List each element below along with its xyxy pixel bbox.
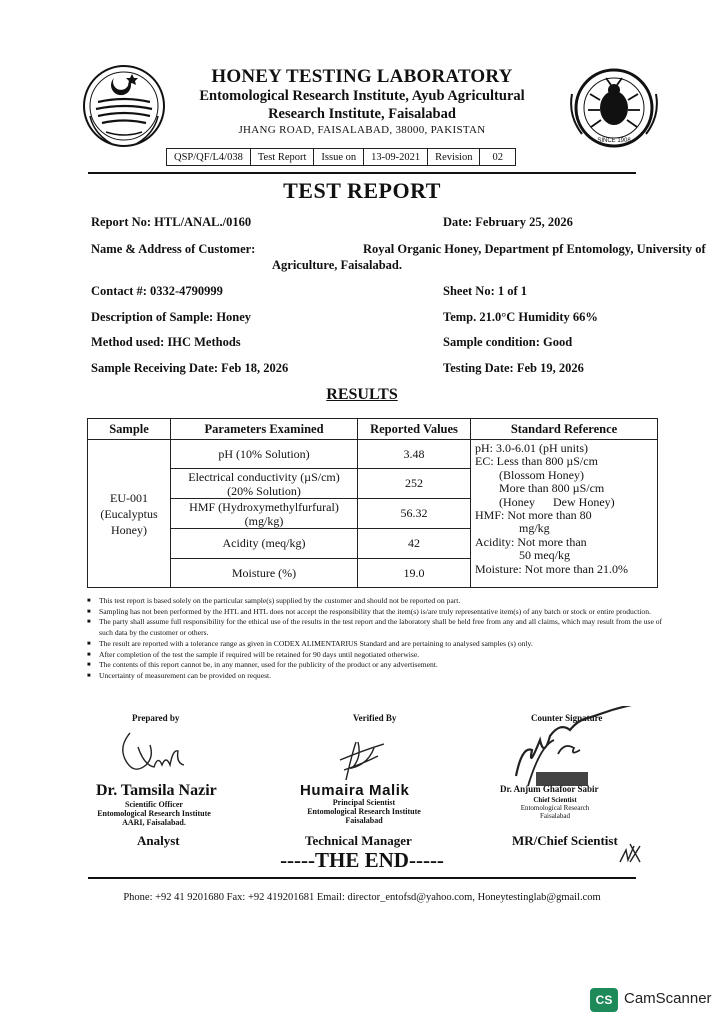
std-line: Acidity: Not more than (475, 534, 587, 549)
testing-date: Testing Date: Feb 19, 2026 (443, 361, 584, 375)
value-cell: 3.48 (358, 440, 471, 469)
param-name: Acidity (meq/kg) (222, 536, 306, 550)
col-values: Reported Values (358, 419, 471, 440)
doc-type: Test Report (250, 149, 314, 166)
customer-line2: Agriculture, Faisalabad. (272, 258, 402, 272)
analyst-role: Analyst (137, 833, 180, 848)
analyst-location: AARI, Faisalabad. (122, 818, 186, 827)
param-name: Moisture (%) (231, 565, 297, 580)
analyst-title: Scientific Officer (125, 800, 183, 809)
counter-signature-label: Counter Signature (531, 713, 603, 723)
col-standard: Standard Reference (471, 419, 658, 440)
note-item: ■ The result are reported with a tolerance range as given in CODEX ALIMENTARIUS Standard and are pertaining to analysed samples (s) only. (87, 639, 667, 650)
chief-location: Faisalabad (540, 812, 570, 820)
issue-label: Issue on (314, 149, 364, 166)
param-cell (171, 559, 358, 588)
camscanner-label: CamScanner (624, 990, 712, 1007)
doc-control-table (166, 148, 516, 166)
note-item: ■ The party shall assume full responsibility for the ethical use of the results in the test report and the laboratory shall be held free from any and all claims, which may result from the use of such data by the customer or others. (87, 617, 667, 638)
notes-list (87, 596, 667, 682)
header-rule (88, 172, 636, 174)
revision-value: 02 (480, 149, 516, 166)
institute-line2: Research Institute, Faisalabad (268, 106, 456, 122)
footer-contact: Phone: +92 41 9201680 Fax: +92 419201681 Email: director_entofsd@yahoo.com, Honeytestinglab@gmail.com (123, 892, 601, 903)
doc-code: QSP/QF/L4/038 (167, 149, 251, 166)
temp-humidity: Temp. 21.0°C Humidity 66% (443, 310, 598, 324)
value-cell: 42 (358, 529, 471, 559)
std-line: HMF: Not more than 80 (475, 508, 592, 523)
value-cell: 19.0 (358, 559, 471, 588)
std-line: 50 meq/kg (519, 548, 570, 563)
camscanner-logo-icon: CS (590, 988, 618, 1012)
manager-name: Humaira Malik (300, 782, 410, 799)
note-item: ■ Sampling has not been performed by the HTL and HTL does not accept the responsibility that the item(s) is/are truly representative item(s) of any batch or stock or entire production. (87, 607, 667, 618)
chief-role: MR/Chief Scientist (512, 833, 618, 848)
param-name: HMF (Hydroxymethylfurfural) (189, 499, 339, 514)
report-date: Date: February 25, 2026 (443, 215, 573, 229)
manager-location: Faisalabad (345, 816, 383, 825)
revision-label: Revision (428, 149, 480, 166)
manager-institute: Entomological Research Institute (307, 807, 421, 816)
method-used: Method used: IHC Methods (91, 335, 241, 349)
param-qualifier: (20% Solution) (227, 483, 301, 498)
param-cell (171, 529, 358, 559)
std-line: EC: Less than 800 µS/cm (475, 454, 598, 469)
customer-line1: Royal Organic Honey, Department pf Entomology, University of (363, 242, 706, 256)
note-item: ■ After completion of the test the sample if required will be retained for 90 days until negotiated otherwise. (87, 650, 667, 661)
manager-title: Principal Scientist (332, 798, 396, 807)
param-name: pH (10% Solution) (218, 446, 310, 461)
analyst-stamp (94, 800, 214, 827)
verified-by-label: Verified By (353, 713, 397, 723)
param-qualifier: (mg/kg) (244, 513, 284, 528)
chief-stamp (500, 796, 610, 820)
note-item: ■ Uncertainty of measurement can be provided on request. (87, 671, 667, 682)
sample-cell (88, 440, 171, 588)
institute-line1: Entomological Research Institute, Ayub Agricultural (199, 88, 525, 104)
param-cell (171, 440, 358, 469)
analyst-signature-icon (108, 725, 208, 785)
issue-date: 13-09-2021 (364, 149, 428, 166)
std-line: pH: 3.0-6.01 (pH units) (475, 441, 588, 455)
prepared-by-label: Prepared by (132, 713, 180, 723)
table-row (88, 440, 658, 469)
sample-type-line1: (Eucalyptus (100, 506, 158, 521)
report-number: Report No: HTL/ANAL./0160 (91, 215, 252, 229)
param-name: Electrical conductivity (µS/cm) (188, 469, 340, 484)
manager-role: Technical Manager (305, 833, 412, 848)
manager-stamp (296, 798, 432, 825)
std-line: More than 800 µS/cm (499, 481, 605, 496)
col-parameters: Parameters Examined (171, 419, 358, 440)
col-sample: Sample (88, 419, 171, 440)
customer-label: Name & Address of Customer: (91, 242, 256, 256)
std-line: Moisture: Not more than 21.0% (475, 561, 628, 576)
value-cell: 252 (358, 469, 471, 499)
sample-id: EU-001 (110, 490, 148, 505)
contact-number: Contact #: 0332-4790999 (91, 284, 223, 298)
lab-title: HONEY TESTING LABORATORY (211, 66, 513, 87)
note-item: ■ The contents of this report cannot be, in any manner, used for the publicity of the product or any advertisement. (87, 660, 667, 671)
chief-institute: Entomological Research (520, 804, 590, 812)
results-heading: RESULTS (326, 386, 398, 403)
report-title: TEST REPORT (283, 178, 441, 203)
param-cell (171, 469, 358, 499)
sample-description: Description of Sample: Honey (91, 310, 252, 324)
param-cell (171, 499, 358, 529)
note-item: ■ This test report is based solely on the particular sample(s) supplied by the customer and should not be reported on part. (87, 596, 667, 607)
chief-name: Dr. Anjum Ghafoor Sabir (500, 784, 599, 794)
value-cell: 56.32 (358, 499, 471, 529)
sheet-number: Sheet No: 1 of 1 (443, 284, 528, 298)
standard-reference-cell (471, 440, 658, 588)
std-line: (Blossom Honey) (499, 467, 584, 482)
results-table (87, 418, 658, 588)
std-line: (Honey Dew Honey) (499, 494, 615, 509)
chief-signature-icon (498, 706, 648, 792)
analyst-name: Dr. Tamsila Nazir (96, 782, 217, 799)
sample-condition: Sample condition: Good (443, 335, 573, 349)
manager-signature-icon (330, 730, 390, 785)
results-header-row (88, 419, 658, 440)
analyst-institute: Entomological Research Institute (97, 809, 211, 818)
seal-caption: SINCE 1908 (597, 138, 631, 144)
sample-type-line2: Honey) (111, 522, 147, 537)
end-marker: -----THE END----- (280, 848, 444, 872)
footer-rule (88, 877, 636, 879)
chief-title: Chief Scientist (533, 796, 577, 804)
lab-address: JHANG ROAD, FAISALABAD, 38000, PAKISTAN (238, 124, 486, 136)
std-line: mg/kg (519, 521, 550, 536)
receiving-date: Sample Receiving Date: Feb 18, 2026 (91, 361, 289, 375)
